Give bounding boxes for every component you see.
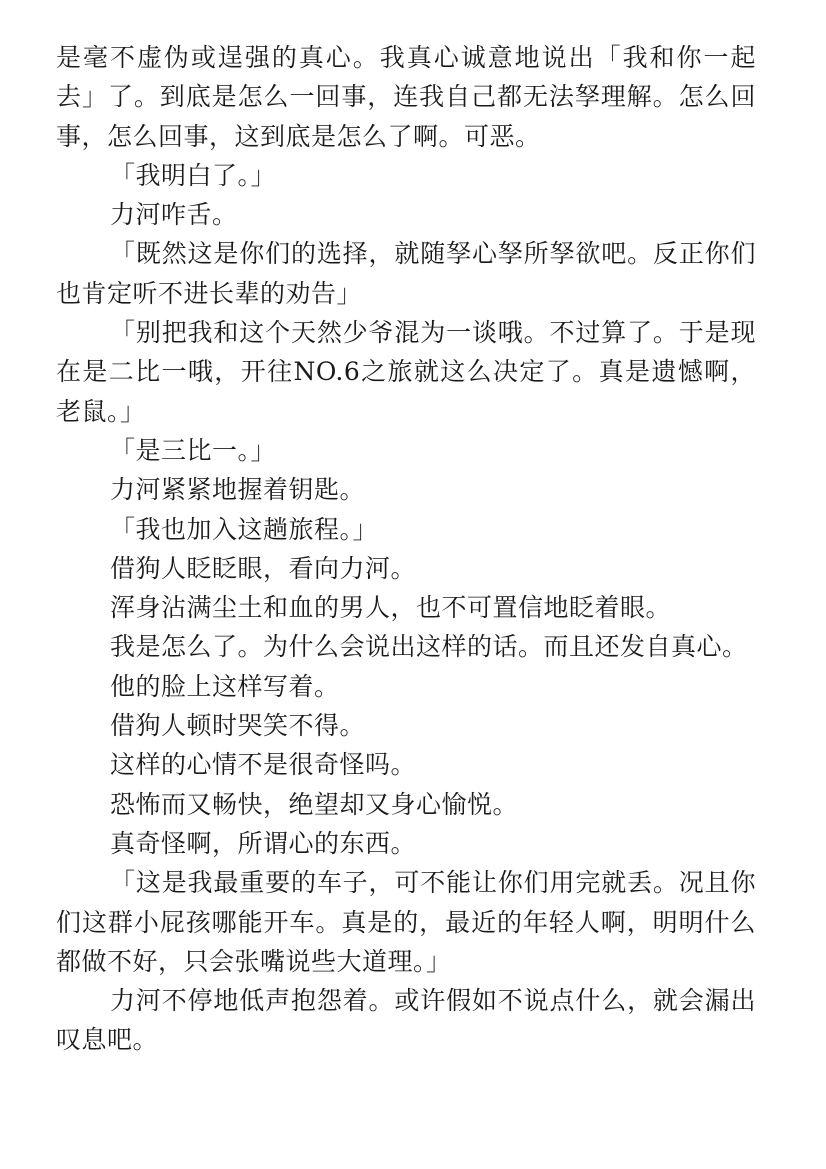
paragraph: 「这是我最重要的车子，可不能让你们用完就丢。况且你们这群小屁孩哪能开车。真是的，最近的年轻人啊，明明什么都做不好，只会张嘴说些大道理。」 <box>56 868 756 976</box>
paragraph: 「别把我和这个天然少爷混为一谈哦。不过算了。于是现在是二比一哦，开往NO.6之旅就这么决定了。真是遗憾啊，老鼠。」 <box>56 318 756 426</box>
paragraph: 浑身沾满尘土和血的男人，也不可置信地眨着眼。 <box>110 593 672 623</box>
document-page <box>56 38 756 1060</box>
paragraph: 「是三比一。」 <box>110 435 277 465</box>
paragraph: 恐怖而又畅快，绝望却又身心愉悦。 <box>110 789 519 819</box>
paragraph: 「我也加入这趟旅程。」 <box>110 514 379 544</box>
paragraph: 「既然这是你们的选择，就随孥心孥所孥欲吧。反正你们也肯定听不进长辈的劝告」 <box>56 239 756 308</box>
paragraph: 是毫不虚伪或逞强的真心。我真心诚意地说出「我和你一起去」了。到底是怎么一回事，连我自己都无法孥理解。怎么回事，怎么回事，这到底是怎么了啊。可恶。 <box>56 43 756 151</box>
paragraph: 力河不停地低声抱怨着。或许假如不说点什么，就会漏出叹息吧。 <box>56 986 756 1055</box>
paragraph: 力河紧紧地握着钥匙。 <box>110 475 366 505</box>
paragraph: 我是怎么了。为什么会说出这样的话。而且还发自真心。 <box>110 632 748 662</box>
paragraph: 他的脸上这样写着。 <box>110 671 340 701</box>
paragraph: 力河咋舌。 <box>110 200 238 230</box>
paragraph: 真奇怪啊，所谓心的东西。 <box>110 828 417 858</box>
paragraph: 这样的心情不是很奇怪吗。 <box>110 750 417 780</box>
paragraph: 「我明白了。」 <box>110 160 277 190</box>
paragraph: 借狗人眨眨眼，看向力河。 <box>110 553 417 583</box>
paragraph: 借狗人顿时哭笑不得。 <box>110 711 366 741</box>
